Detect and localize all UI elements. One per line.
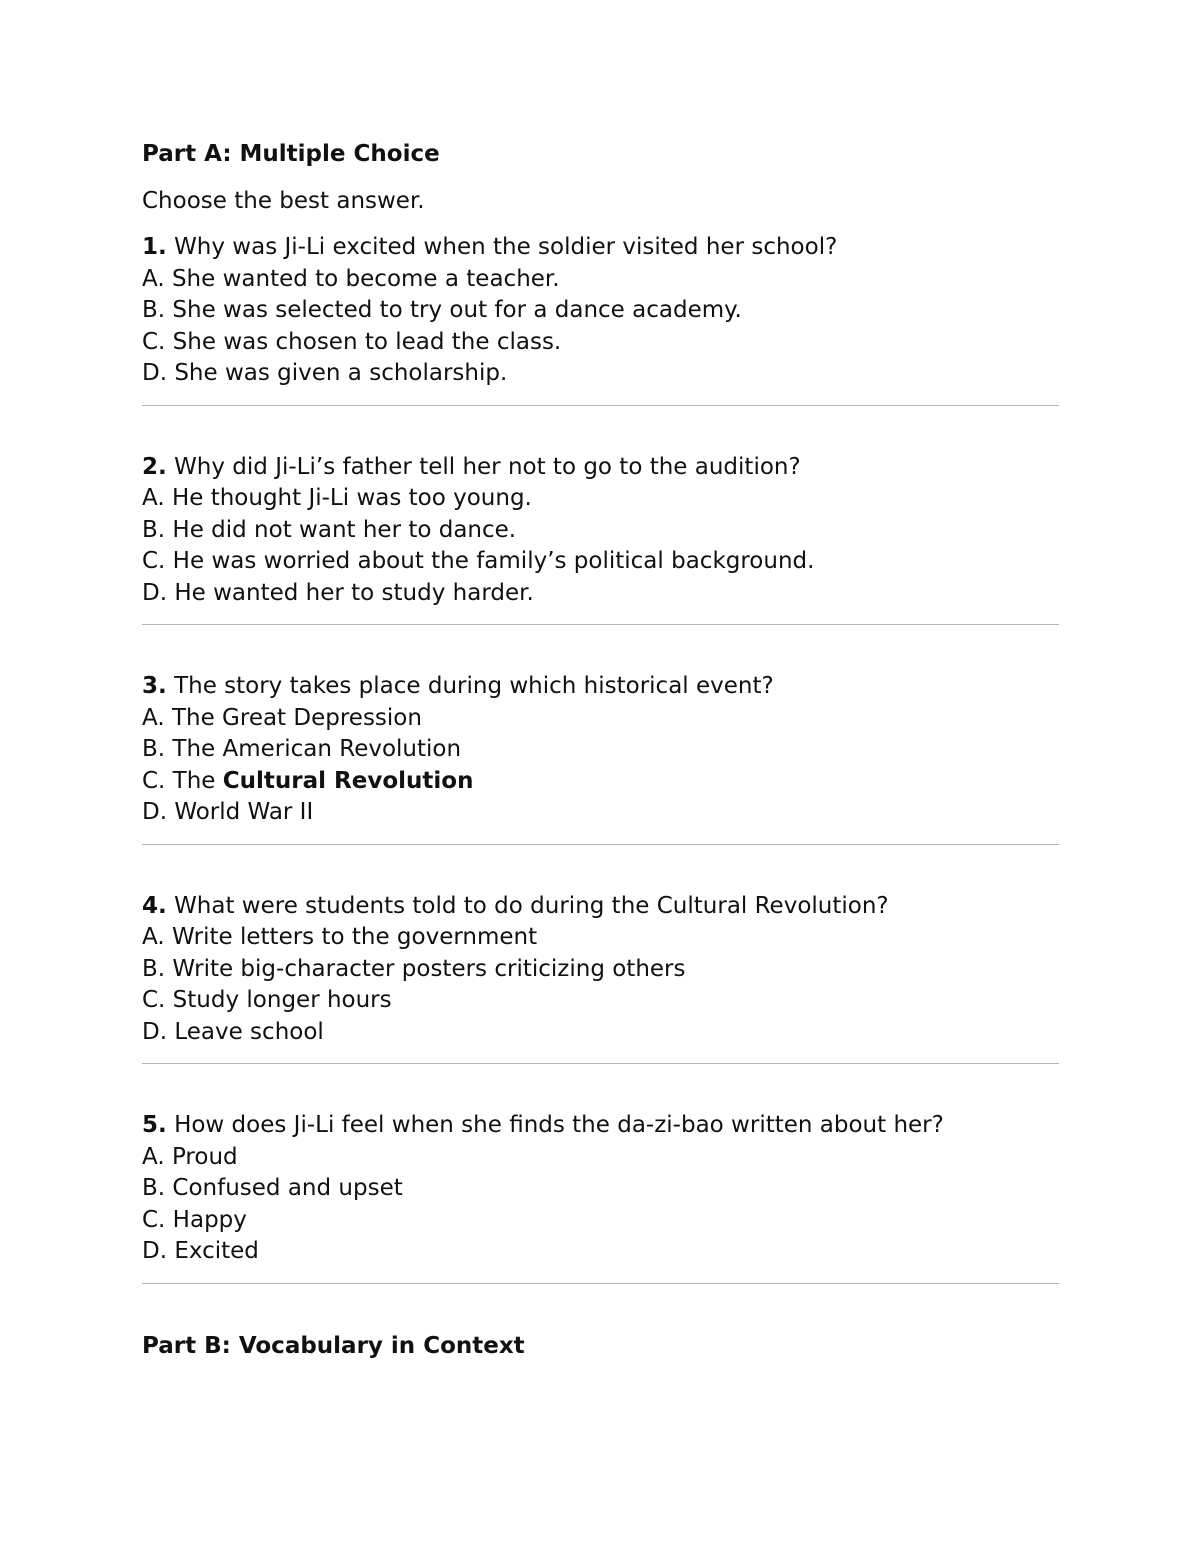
question-4-option-a: A. Write letters to the government xyxy=(142,924,538,950)
question-4-option-d: D. Leave school xyxy=(142,1018,324,1045)
part-a-heading: Part A: Multiple Choice xyxy=(142,141,440,167)
question-4-number: 4. xyxy=(142,892,167,919)
question-4-text: What were students told to do during the Cultural Revolution? xyxy=(174,892,889,919)
question-2 xyxy=(142,452,1059,626)
question-1-option-d: D. She was given a scholarship. xyxy=(142,360,508,386)
question-3-option-c xyxy=(142,766,1059,798)
question-4 xyxy=(142,891,1059,1065)
question-3-number: 3. xyxy=(142,673,167,699)
question-5-stem xyxy=(142,1110,1059,1142)
question-1-option-b: B. She was selected to try out for a dance academy. xyxy=(142,297,742,323)
divider xyxy=(142,405,1059,406)
question-1 xyxy=(142,232,1059,406)
question-5-option-a: A. Proud xyxy=(142,1143,238,1170)
divider xyxy=(142,844,1059,845)
question-4-option-b: B. Write big-character posters criticizing others xyxy=(142,955,686,982)
question-2-stem xyxy=(142,452,1059,484)
question-5-option-c: C. Happy xyxy=(142,1206,247,1233)
divider xyxy=(142,1283,1059,1284)
question-3-option-d: D. World War II xyxy=(142,799,314,825)
document-page xyxy=(142,138,1059,1362)
question-4-stem xyxy=(142,891,1059,923)
question-1-option-c: C. She was chosen to lead the class. xyxy=(142,328,562,355)
question-1-stem xyxy=(142,232,1059,264)
question-2-text: Why did Ji-Li’s father tell her not to go to the audition? xyxy=(174,453,801,480)
question-2-option-b: B. He did not want her to dance. xyxy=(142,516,517,543)
question-2-option-a: A. He thought Ji-Li was too young. xyxy=(142,485,532,511)
divider xyxy=(142,624,1059,625)
question-2-option-c: C. He was worried about the family’s political background. xyxy=(142,548,815,574)
question-5 xyxy=(142,1110,1059,1284)
question-3-option-c-bold: Cultural Revolution xyxy=(222,767,474,794)
question-1-number: 1. xyxy=(142,234,167,260)
question-3-option-b: B. The American Revolution xyxy=(142,736,462,762)
question-5-option-b: B. Confused and upset xyxy=(142,1175,403,1201)
question-2-number: 2. xyxy=(142,453,167,480)
question-3-text: The story takes place during which historical event? xyxy=(174,673,774,699)
divider xyxy=(142,1063,1059,1064)
question-5-text: How does Ji-Li feel when she finds the da-zi-bao written about her? xyxy=(174,1112,944,1138)
part-b-heading: Part B: Vocabulary in Context xyxy=(142,1332,525,1359)
question-3-option-c-prefix: C. The xyxy=(142,767,223,794)
question-1-text: Why was Ji-Li excited when the soldier visited her school? xyxy=(174,234,838,260)
question-3-option-a: A. The Great Depression xyxy=(142,704,422,731)
question-3 xyxy=(142,671,1059,845)
question-4-option-c: C. Study longer hours xyxy=(142,987,392,1013)
question-5-option-d: D. Excited xyxy=(142,1238,259,1264)
question-5-number: 5. xyxy=(142,1112,167,1138)
question-1-option-a: A. She wanted to become a teacher. xyxy=(142,265,560,292)
instructions: Choose the best answer. xyxy=(142,188,425,214)
question-2-option-d: D. He wanted her to study harder. xyxy=(142,579,534,606)
question-3-stem xyxy=(142,671,1059,703)
